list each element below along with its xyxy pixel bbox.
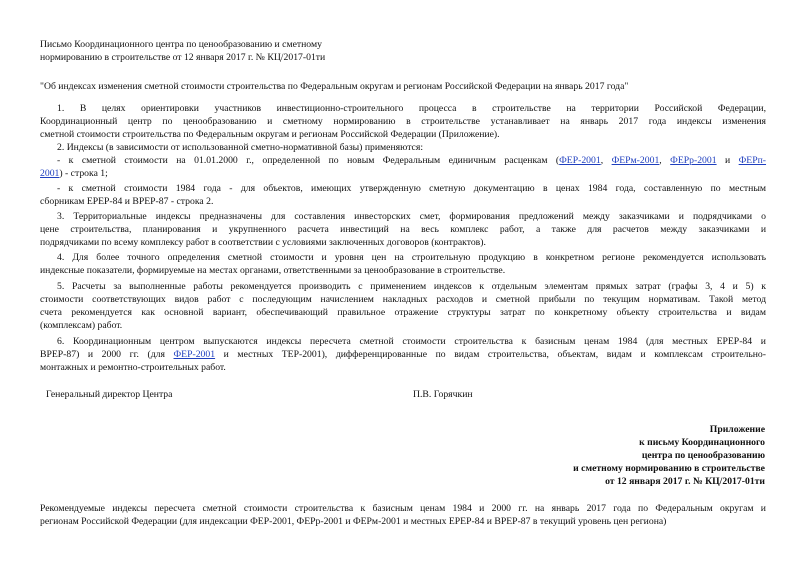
paragraph-6-line-2-post: и местных ТЕР-2001), дифференцированные по видам строительства, объектам, видам и комплексам строительно- [215,349,766,360]
link-fer-2001[interactable]: ФЕР-2001 [559,155,601,166]
paragraph-5 [40,280,766,332]
paragraph-5-line-2: стоимости соответствующих видов работ с последующим начислением накладных расходов и сметной прибыли по текущим нормативам. Такой метод [40,294,766,305]
paragraph-5-line-4: (комплексам) работ. [40,320,123,331]
separator: , [659,155,671,166]
paragraph-2b-line-1: - к сметной стоимости 1984 года - для объектов, имеющих утвержденную сметную документацию в ценах 1984 года, составленную по местным [57,183,766,194]
paragraph-4 [40,251,766,277]
paragraph-3-line-3: подрядчиками по всему комплексу работ в соответствии с условиями заключенных договоров (контрактов). [40,237,486,248]
paragraph-6-line-1: 6. Координационным центром выпускаются индексы пересчета сметной стоимости строительства к базисным ценам 1984 (для местных ЕРЕР-84 и [57,336,766,347]
paragraph-6-line-2 [40,348,766,361]
paragraph-3 [40,210,766,249]
appendix-title [40,502,766,528]
paragraph-2a-text: - к сметной стоимости на 01.01.2000 г., определенной по новым Федеральным единичным расценкам ( [57,155,560,166]
paragraph-4-line-2: индексные показатели, формируемые на местах органами, ответственными за ценообразование в строительстве. [40,265,506,276]
paragraph-2a-line-1 [40,154,766,167]
paragraph-5-line-3: счета рекомендуется как основной вариант, обеспечивающий правильное отражение структуры затрат по конкретному объекту строительства и видам [40,307,766,318]
separator: , [600,155,612,166]
paragraph-2a-line-2 [40,167,766,180]
link-ferm-2001[interactable]: ФЕРм-2001 [611,155,660,166]
paragraph-5-line-1: 5. Расчеты за выполненные работы рекомендуется производить с применением индексов к отдельным элементам прямых затрат (графы 3, 4 и 5) к [57,281,766,292]
paragraph-4-line-1: 4. Для более точного определения сметной стоимости и уровня цен на строительную продукцию в конкретном регионе рекомендуется использовать [57,252,766,263]
letter-header-line-2: нормированию в строительстве от 12 января 2017 г. № КЦ/2017-01ти [40,52,326,63]
document-title: "Об индексах изменения сметной стоимости строительства по Федеральным округам и регионам Российской Федерации на январь 2017 года" [40,81,629,92]
link-fer-2001-p6[interactable]: ФЕР-2001 [173,349,216,360]
paragraph-2a [40,154,766,180]
appendix-line-3: центра по ценообразованию [641,450,765,461]
paragraph-1-line-2: Координационный центр по ценообразованию и сметному нормированию в строительстве устанавливает на январь 2017 года индексы изменения [40,116,766,127]
appendix-line-5: от 12 января 2017 г. № КЦ/2017-01ти [605,476,765,487]
appendix-header [420,423,765,488]
letter-header [40,38,740,64]
paragraph-2b [40,182,766,208]
paragraph-6-line-3: монтажных и ремонтно-строительных работ. [40,362,226,373]
appendix-title-line-1: Рекомендуемые индексы пересчета сметной стоимости строительства к базисным ценам 1984 и 2000 гг. на январь 2017 года по Федеральным округам и [40,503,766,514]
appendix-title-line-2: регионам Российской Федерации (для индексации ФЕР-2001, ФЕРр-2001 и ФЕРм-2001 и местных ЕРЕР-84 и ВРЕР-87 в текущий уровень цен региона) [40,516,667,527]
paragraph-3-line-2: цене строительства, планирования и укрупненного расчета инвестиций на весь комплекс работ, а также для расчетов между заказчиками и [40,224,766,235]
link-ferr-2001[interactable]: ФЕРр-2001 [670,155,717,166]
link-ferp-2001-part-2[interactable]: 2001 [40,168,60,179]
paragraph-1-line-1: 1. В целях ориентировки участников инвестиционно-строительного процесса в строительстве на территории Российской Федерации, [57,103,766,114]
separator: и [716,155,739,166]
appendix-line-2: к письму Координационного [639,437,765,448]
paragraph-1 [40,102,766,141]
paragraph-6-line-2-pre: ВРЕР-87) и 2000 гг. (для [40,349,174,360]
signature-position: Генеральный директор Центра [46,389,173,400]
link-ferp-2001-part-1[interactable]: ФЕРп- [738,155,767,166]
appendix-line-1: Приложение [709,424,765,435]
paragraph-2a-line-2-text: ) - строка 1; [59,168,108,179]
signature-name: П.В. Горячкин [413,389,473,400]
letter-header-line-1: Письмо Координационного центра по ценообразованию и сметному [40,39,322,50]
paragraph-2b-line-2: сборникам ЕРЕР-84 и ВРЕР-87 - строка 2. [40,196,214,207]
paragraph-2: 2. Индексы (в зависимости от использованной сметно-нормативной базы) применяются: [57,142,424,153]
paragraph-1-line-3: сметной стоимости строительства по Федеральным округам и регионам Российской Федерации (Приложение). [40,129,500,140]
appendix-line-4: и сметному нормированию в строительстве [573,463,765,474]
paragraph-6 [40,335,766,374]
paragraph-3-line-1: 3. Территориальные индексы предназначены для составления инвесторских смет, формирования предложений между заказчиками и подрядчиками о [57,211,766,222]
